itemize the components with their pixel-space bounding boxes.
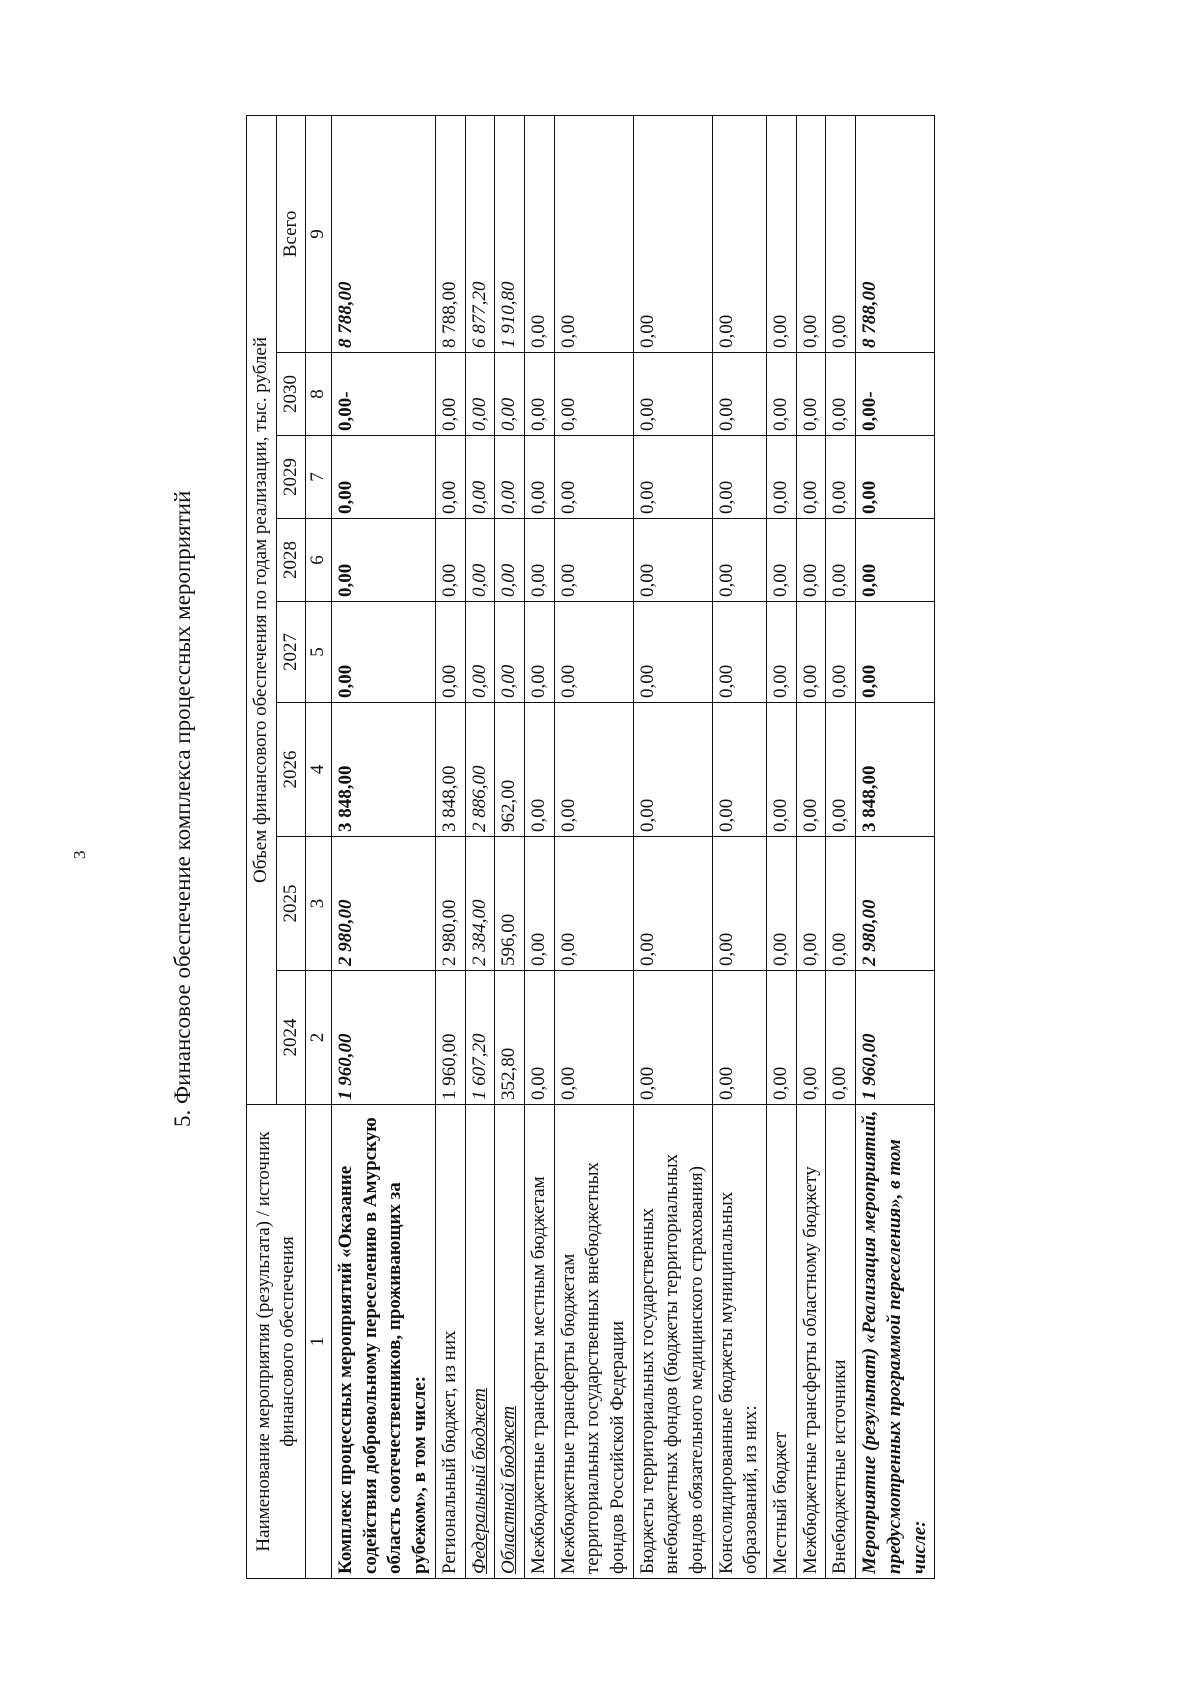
row-name: Региональный бюджет, из них (435, 1105, 465, 1579)
cell-value: 0,00 (826, 837, 856, 971)
cell-value: 0,00 (554, 115, 633, 352)
cell-value: 8 788,00 (332, 115, 436, 352)
cell-value: 0,00 (524, 353, 554, 436)
cell-value: 3 848,00 (332, 703, 436, 837)
year-header: 2024 (276, 971, 306, 1105)
cell-value: 0,00 (856, 436, 935, 519)
row-name: Федеральный бюджет (465, 1105, 495, 1579)
cell-value: 0,00 (826, 519, 856, 602)
header-row-1 (247, 115, 277, 1578)
column-index: 4 (306, 703, 332, 837)
cell-value: 0,00 (435, 353, 465, 436)
cell-value: 0,00 (435, 519, 465, 602)
cell-value: 0,00 (524, 436, 554, 519)
cell-value: 8 788,00 (856, 115, 935, 352)
table-row (554, 115, 633, 1578)
year-header: 2026 (276, 703, 306, 837)
table-row (495, 115, 525, 1578)
cell-value: 0,00 (796, 436, 826, 519)
row-name: Консолидированные бюджеты муниципальных образований, из них: (712, 1105, 766, 1579)
column-index: 9 (306, 115, 332, 352)
cell-value: 0,00 (524, 602, 554, 703)
cell-value: 0,00 (767, 115, 797, 352)
year-header: 2027 (276, 602, 306, 703)
header-volume: Объем финансового обеспечения по годам реализации, тыс. рублей (247, 115, 277, 1104)
cell-value: 0,00 (332, 602, 436, 703)
cell-value: 0,00 (465, 519, 495, 602)
cell-value: 8 788,00 (435, 115, 465, 352)
cell-value: 0,00 (712, 353, 766, 436)
row-name: Межбюджетные трансферты бюджетам территориальных государственных внебюджетных фондов Российской Федерации (554, 1105, 633, 1579)
year-header: 2028 (276, 519, 306, 602)
cell-value: 0,00 (524, 837, 554, 971)
table-row (524, 115, 554, 1578)
cell-value: 352,80 (495, 971, 525, 1105)
cell-value: 0,00 (826, 602, 856, 703)
cell-value: 0,00 (826, 971, 856, 1105)
financing-table (246, 115, 935, 1579)
cell-value: 0,00 (524, 115, 554, 352)
header-name: Наименование мероприятия (результата) / источник финансового обеспечения (247, 1105, 306, 1579)
table-row (767, 115, 797, 1578)
cell-value: 0,00 (767, 519, 797, 602)
cell-value: 2 886,00 (465, 703, 495, 837)
cell-value: 0,00 (633, 353, 712, 436)
cell-value: 2 384,00 (465, 837, 495, 971)
cell-value: 0,00 (524, 703, 554, 837)
cell-value: 0,00 (767, 703, 797, 837)
cell-value: 1 910,80 (495, 115, 525, 352)
cell-value: 0,00- (856, 353, 935, 436)
cell-value: 6 877,20 (465, 115, 495, 352)
cell-value: 0,00 (712, 115, 766, 352)
row-name: Внебюджетные источники (826, 1105, 856, 1579)
cell-value: 0,00 (332, 436, 436, 519)
column-index: 3 (306, 837, 332, 971)
cell-value: 0,00 (712, 436, 766, 519)
column-index: 6 (306, 519, 332, 602)
cell-value: 0,00 (633, 436, 712, 519)
year-header: 2025 (276, 837, 306, 971)
row-name: Межбюджетные трансферты областному бюджету (796, 1105, 826, 1579)
row-name: Местный бюджет (767, 1105, 797, 1579)
cell-value: 0,00 (712, 602, 766, 703)
cell-value: 0,00 (826, 115, 856, 352)
cell-value: 0,00 (712, 703, 766, 837)
column-index: 8 (306, 353, 332, 436)
year-header: 2029 (276, 436, 306, 519)
cell-value: 0,00 (796, 519, 826, 602)
cell-value: 0,00 (554, 519, 633, 602)
section-title: 5. Финансовое обеспечение комплекса процессных мероприятий (170, 490, 195, 1127)
cell-value: 0,00 (465, 353, 495, 436)
cell-value: 0,00 (554, 837, 633, 971)
cell-value: 3 848,00 (435, 703, 465, 837)
cell-value: 1 960,00 (435, 971, 465, 1105)
table-row (435, 115, 465, 1578)
row-name: Областной бюджет (495, 1105, 525, 1579)
cell-value: 0,00 (524, 519, 554, 602)
cell-value: 596,00 (495, 837, 525, 971)
table-row (465, 115, 495, 1578)
cell-value: 0,00 (495, 519, 525, 602)
cell-value: 0,00 (633, 519, 712, 602)
cell-value: 0,00 (465, 602, 495, 703)
cell-value: 0,00 (332, 519, 436, 602)
cell-value: 1 960,00 (332, 971, 436, 1105)
cell-value: 0,00 (633, 971, 712, 1105)
cell-value: 0,00 (767, 602, 797, 703)
cell-value: 0,00 (495, 602, 525, 703)
cell-value: 0,00 (633, 115, 712, 352)
cell-value: 0,00 (495, 353, 525, 436)
table-row (796, 115, 826, 1578)
cell-value: 0,00 (826, 436, 856, 519)
cell-value: 0,00 (826, 353, 856, 436)
cell-value: 2 980,00 (332, 837, 436, 971)
year-header: 2030 (276, 353, 306, 436)
row-name: Бюджеты территориальных государственных внебюджетных фондов (бюджеты территориальных фондов обязательного медицинского страхования) (633, 1105, 712, 1579)
row-name: Комплекс процессных мероприятий «Оказание содействия добровольному переселению в Амурскую область соотечественников, проживающих за рубежом», в том числе: (332, 1105, 436, 1579)
cell-value: 0,00 (796, 971, 826, 1105)
cell-value: 0,00 (554, 703, 633, 837)
cell-value: 3 848,00 (856, 703, 935, 837)
column-index: 7 (306, 436, 332, 519)
cell-value: 2 980,00 (856, 837, 935, 971)
cell-value: 0,00 (524, 971, 554, 1105)
table-row (633, 115, 712, 1578)
cell-value: 1 607,20 (465, 971, 495, 1105)
cell-value: 0,00 (796, 602, 826, 703)
cell-value: 0,00 (856, 602, 935, 703)
cell-value: 0,00 (767, 837, 797, 971)
cell-value: 0,00 (633, 837, 712, 971)
table-row (712, 115, 766, 1578)
cell-value: 0,00 (435, 436, 465, 519)
page-number: 3 (70, 850, 89, 859)
table-row (856, 115, 935, 1578)
cell-value: 0,00 (633, 703, 712, 837)
row-name: Мероприятие (результат) «Реализация мероприятий, предусмотренных программой переселения», в том числе: (856, 1105, 935, 1579)
cell-value: 0,00 (796, 353, 826, 436)
cell-value: 0,00- (332, 353, 436, 436)
column-index: 5 (306, 602, 332, 703)
cell-value: 0,00 (554, 971, 633, 1105)
cell-value: 0,00 (712, 519, 766, 602)
cell-value: 0,00 (435, 602, 465, 703)
cell-value: 0,00 (712, 837, 766, 971)
cell-value: 0,00 (554, 353, 633, 436)
cell-value: 0,00 (767, 436, 797, 519)
cell-value: 0,00 (767, 971, 797, 1105)
cell-value: 962,00 (495, 703, 525, 837)
cell-value: 0,00 (856, 519, 935, 602)
cell-value: 0,00 (767, 353, 797, 436)
table-row (332, 115, 436, 1578)
column-index-row (306, 115, 332, 1578)
column-index: 2 (306, 971, 332, 1105)
cell-value: 0,00 (796, 837, 826, 971)
cell-value: 0,00 (495, 436, 525, 519)
table-row (826, 115, 856, 1578)
cell-value: 0,00 (554, 436, 633, 519)
cell-value: 0,00 (796, 703, 826, 837)
cell-value: 1 960,00 (856, 971, 935, 1105)
cell-value: 0,00 (554, 602, 633, 703)
cell-value: 0,00 (465, 436, 495, 519)
row-name: Межбюджетные трансферты местным бюджетам (524, 1105, 554, 1579)
cell-value: 2 980,00 (435, 837, 465, 971)
cell-value: 0,00 (633, 602, 712, 703)
column-index: 1 (306, 1105, 332, 1579)
total-header: Всего (276, 115, 306, 352)
cell-value: 0,00 (712, 971, 766, 1105)
cell-value: 0,00 (796, 115, 826, 352)
cell-value: 0,00 (826, 703, 856, 837)
